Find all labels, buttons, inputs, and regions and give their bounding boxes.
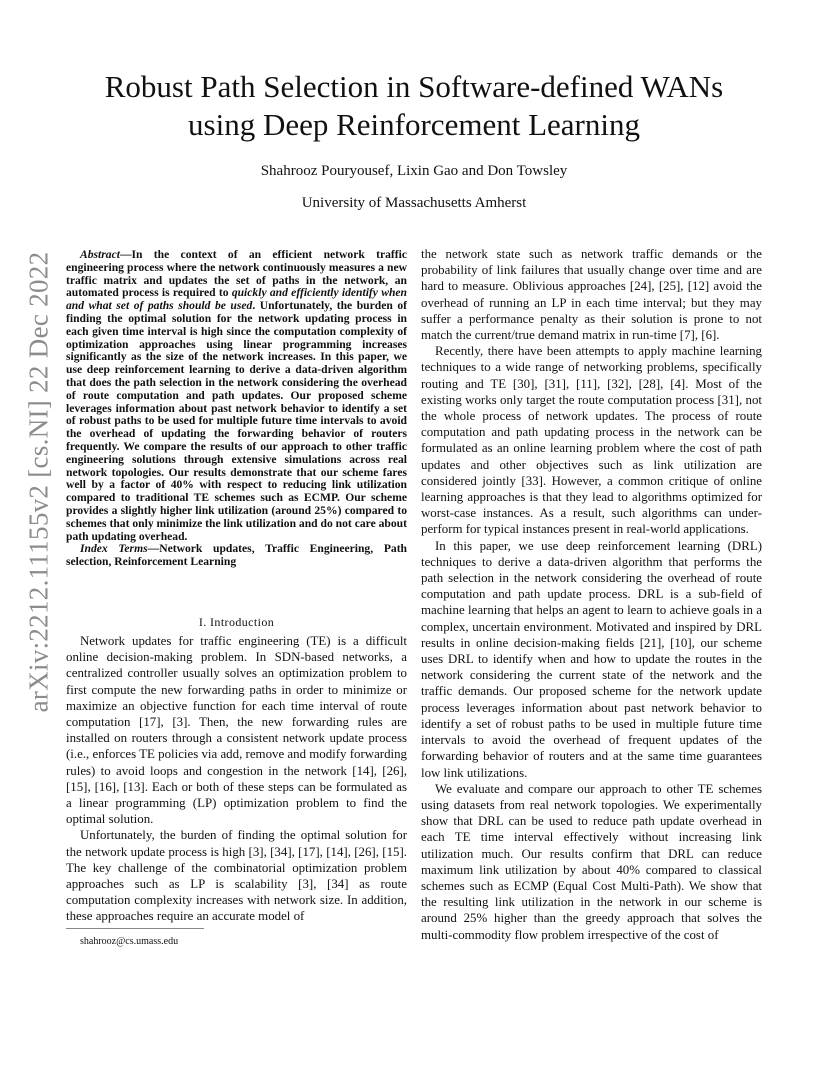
arxiv-sidebar-stamp <box>14 251 64 713</box>
arxiv-identifier: arXiv:2212.11155v2 [cs.NI] 22 Dec 2022 <box>23 251 54 713</box>
index-terms-text: —Network updates, Traffic Engineering, Path selection, Reinforcement Learning <box>66 542 408 569</box>
paragraph: Network updates for traffic engineering (TE) is a difficult online decision-making problem. In SDN-based networks, a centralized controller usually solves an optimization problem to first compute the new forwarding paths in order to minimize or maximize an objective function for each time interval of route computation [17], [3]. Then, the new forwarding rules are installed on routers through a consistent network update process (i.e., enforces TE policies via add, remove and modify forwarding rules) to avoid loops and congestion in the network [14], [26], [15], [16], [13]. Each or both of these steps can be formulated as a linear programming (LP) optimization problem to find the optimal solution. <box>66 634 407 827</box>
paragraph: In this paper, we use deep reinforcement learning (DRL) techniques to derive a data-driven algorithm that performs the path selection in the network considering the overhead of route computation and path update process. DRL is a sub-field of machine learning that helps an agent to learn to achieve goals in a complex, uncertain environment. Motivated and inspired by DRL results in online decision-making fields [21], [10], our scheme uses DRL to identify when and how to update the routes in the network considering the current state of the network and the traffic demands. Our proposed scheme for the network update process leverages information about past network behavior to identify a set of robust paths to be used in multiple future time intervals to avoid the overhead of frequent updates of the forwarding behavior of routers and at the same time guarantees low link utilizations. <box>421 538 762 780</box>
paper-affiliation: University of Massachusetts Amherst <box>301 195 527 211</box>
abstract-emphasis: quickly and efficiently identify when and what set of paths should be used <box>66 286 407 313</box>
left-column-body <box>66 633 407 925</box>
abstract-paragraph <box>66 249 407 543</box>
abstract-text-2: . Unfortunately, the burden of finding the optimal solution for the network updating process in each given time interval is high since the computation complexity of optimization approaches using linear programming increases significantly as the size of the network increases. In this paper, we use deep reinforcement learning to derive a data-driven algorithm that does the path selection in the network considering the overhead of route computation and path updates. Our proposed scheme leverages information about past network behavior to identify a set of robust paths to be used for multiple future time intervals to avoid the overhead of updating the forwarding behavior of routers frequently. We compare the results of our approach to other traffic engineering solutions through extensive simulations across real network topologies. Our results demonstrate that our scheme fares well by a factor of 40% with respect to reducing link utilization compared to traditional TE schemes such as ECMP. Our scheme provides a slightly higher link utilization (around 25%) compared to schemes that only minimize the link utilization and do not care about path updating overhead. <box>66 299 407 543</box>
index-terms-label: Index Terms <box>80 542 148 556</box>
abstract-block <box>66 249 407 569</box>
paragraph: Recently, there have been attempts to apply machine learning techniques to a wide range of networking problems, specifically routing and TE [30], [31], [11], [32], [28], [4]. Most of the existing works only target the route computation process [31], not the whole process of network updates. The process of route computation and path updating process in the network can be formulated as an online learning problem where the cost of path updates and other objectives such as link utilization are considered jointly [33]. However, a common critique of online learning approaches is that they lead to algorithms optimized for worst-case instances. As a result, such algorithms can under-perform for typical instances present in real-world applications. <box>421 344 762 537</box>
abstract-label: Abstract <box>80 248 120 261</box>
paragraph: the network state such as network traffic demands or the probability of link failures that usually change over time and are hard to measure. Oblivious approaches [24], [25], [12] avoid the overhead of running an LP in each time interval; but they may suffer a performance penalty as their solution is prone to not match the current/true demand matrix in run-time [7], [6]. <box>421 247 762 343</box>
index-terms <box>66 543 407 569</box>
paragraph: We evaluate and compare our approach to other TE schemes using datasets from real network topologies. We experimentally show that DRL can be used to reduce path update overhead in each TE time interval effectively without increasing link utilization much. Our results confirm that DRL can reduce maximum link utilization by about 40% compared to classical schemes such as ECMP (Equal Cost Multi-Path). We show that the resulting link utilization in the network in our scheme is around 25% higher than the greedy approach that solves the multi-commodity flow problem irrespective of the cost of <box>421 781 762 942</box>
paper-authors: Shahrooz Pouryousef, Lixin Gao and Don Towsley <box>260 163 568 179</box>
paragraph: Unfortunately, the burden of finding the optimal solution for the network update process is high [3], [34], [17], [14], [26], [15]. The key challenge of the combinatorial optimization problem approaches such as LP is scalability [3], [34] as route computation complexity increases with network size. In addition, these approaches require an accurate model of <box>66 828 407 924</box>
footnote-email: shahrooz@cs.umass.edu <box>80 936 179 947</box>
abstract-text-1: —In the context of an efficient network traffic engineering process where the network continuously measures a new traffic matrix and updates the set of paths in the network, an automated process is required to <box>66 248 407 300</box>
paper-title: Robust Path Selection in Software-defined WANs using Deep Reinforcement Learning <box>104 69 724 142</box>
section-heading-introduction: I. Introduction <box>198 615 275 629</box>
right-column-body <box>421 246 762 943</box>
